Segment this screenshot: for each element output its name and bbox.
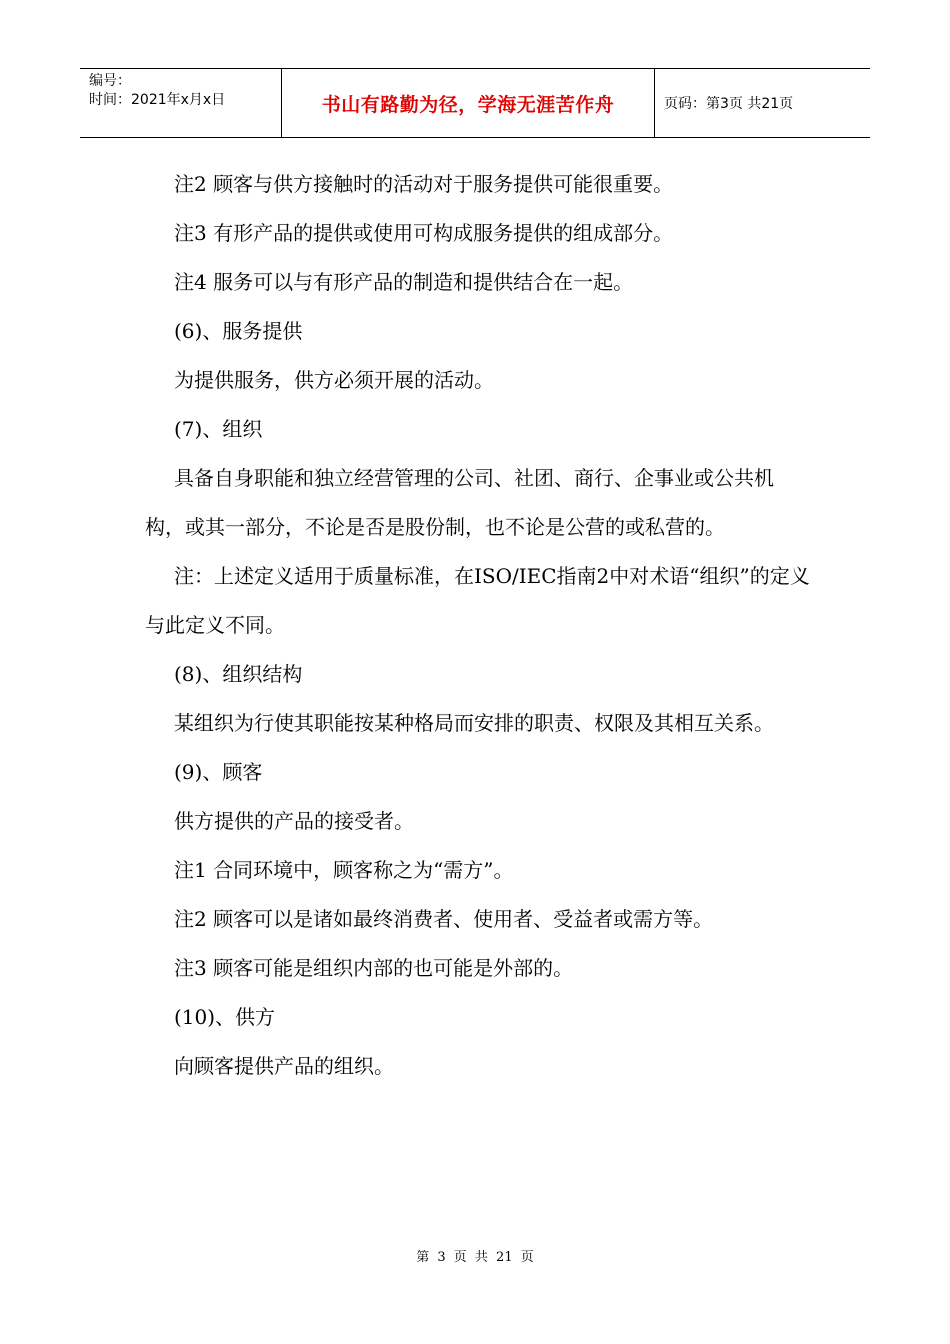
section-heading: (9)、顾客 [174,760,263,784]
paragraph: 为提供服务，供方必须开展的活动。 [174,368,494,392]
header-meta [80,69,282,137]
paragraph: 具备自身职能和独立经营管理的公司、社团、商行、企事业或公共机构，或其一部分，不论是否是股份制，也不论是公营的或私营的。 [145,466,774,539]
paragraph: 注4 服务可以与有形产品的制造和提供结合在一起。 [174,270,634,294]
paragraph: 向顾客提供产品的组织。 [174,1054,394,1078]
section-heading: (8)、组织结构 [174,662,303,686]
paragraph: 注：上述定义适用于质量标准，在ISO/IEC指南2中对术语“组织”的定义与此定义不同。 [145,564,810,637]
paragraph: 注3 有形产品的提供或使用可构成服务提供的组成部分。 [174,221,674,245]
paragraph: 供方提供的产品的接受者。 [174,809,414,833]
header-motto: 书山有路勤为径，学海无涯苦作舟 [282,69,655,137]
paragraph: 注2 顾客可以是诸如最终消费者、使用者、受益者或需方等。 [174,907,714,931]
header-page-info: 页码：第3页 共21页 [664,96,794,112]
section-heading: (10)、供方 [174,1005,276,1029]
paragraph: 某组织为行使其职能按某种格局而安排的职责、权限及其相互关系。 [174,711,774,735]
paragraph: 注2 顾客与供方接触时的活动对于服务提供可能很重要。 [174,172,674,196]
paragraph: 注1 合同环境中，顾客称之为“需方”。 [174,858,514,882]
page-header [80,68,870,138]
document-number-label: 编号： [89,73,131,89]
document-body [145,160,810,1091]
page-footer: 第 3 页 共 21 页 [416,1250,534,1265]
paragraph: 注3 顾客可能是组织内部的也可能是外部的。 [174,956,574,980]
document-date-label: 时间：2021年x月x日 [89,92,226,108]
section-heading: (7)、组织 [174,417,263,441]
section-heading: (6)、服务提供 [174,319,303,343]
